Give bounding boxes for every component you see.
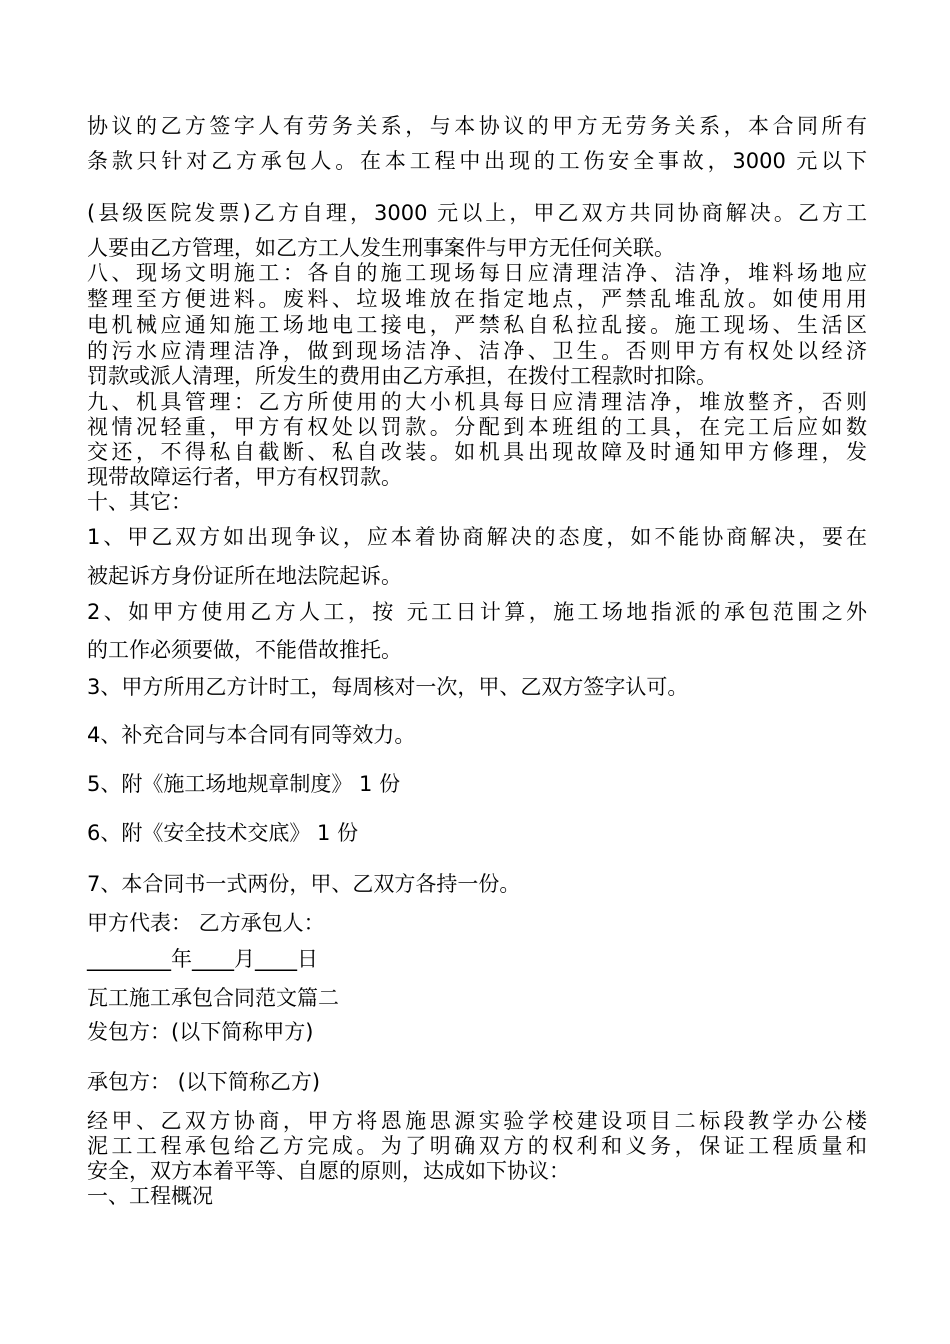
list-item: 7、本合同书一式两份，甲、乙双方各持一份。 [87, 872, 521, 896]
paragraph-line: 九、机具管理：乙方所使用的大小机具每日应清理洁净，堆放整齐，否则 [87, 390, 867, 414]
paragraph-line: 交还，不得私自截断、私自改装。如机具出现故障及时通知甲方修理，发 [87, 440, 867, 464]
paragraph-line: 经甲、乙双方协商，甲方将恩施思源实验学校建设项目二标段教学办公楼 [87, 1109, 867, 1133]
list-item: 3、甲方所用乙方计时工，每周核对一次，甲、乙双方签字认可。 [87, 675, 689, 699]
paragraph-line: 的污水应清理洁净，做到现场洁净、洁净、卫生。否则甲方有权处以经济 [87, 339, 867, 363]
paragraph-line: 八、现场文明施工：各自的施工现场每日应清理洁净、洁净，堆料场地应 [87, 261, 867, 285]
paragraph-line: 电机械应通知施工场地电工接电，严禁私自私拉乱接。施工现场、生活区 [87, 313, 867, 337]
party-line: 承包方： (以下简称乙方) [87, 1070, 321, 1094]
date-line: ________年____月____日 [87, 947, 318, 971]
paragraph-line: 罚款或派人清理，所发生的费用由乙方承担，在拨付工程款时扣除。 [87, 364, 717, 388]
party-line: 发包方：(以下简称甲方) [87, 1020, 314, 1044]
paragraph-line: 人要由乙方管理，如乙方工人发生刑事案件与甲方无任何关联。 [87, 236, 675, 260]
list-item: 1、甲乙双方如出现争议，应本着协商解决的态度，如不能协商解决，要在 [87, 525, 867, 549]
section-heading: 一、工程概况 [87, 1184, 213, 1208]
list-item: 4、补充合同与本合同有同等效力。 [87, 723, 416, 747]
list-item: 5、附《施工场地规章制度》 1 份 [87, 772, 401, 796]
list-item: 2、如甲方使用乙方人工，按 元工日计算，施工场地指派的承包范围之外 [87, 600, 867, 624]
paragraph-line: 视情况轻重，甲方有权处以罚款。分配到本班组的工具，在完工后应如数 [87, 415, 867, 439]
paragraph-line: 泥工工程承包给乙方完成。为了明确双方的权利和义务，保证工程质量和 [87, 1134, 867, 1158]
paragraph-line: 协议的乙方签字人有劳务关系，与本协议的甲方无劳务关系，本合同所有 [87, 114, 867, 138]
paragraph-line: 现带故障运行者，甲方有权罚款。 [87, 465, 402, 489]
section-heading: 十、其它： [87, 490, 192, 514]
paragraph-line: 安全，双方本着平等、自愿的原则，达成如下协议： [87, 1159, 570, 1183]
paragraph-line: (县级医院发票)乙方自理，3000 元以上，甲乙双方共同协商解决。乙方工 [87, 201, 867, 225]
signature-line: 甲方代表： 乙方承包人： [87, 911, 325, 935]
list-item-continuation: 被起诉方身份证所在地法院起诉。 [87, 564, 402, 588]
paragraph-line: 整理至方便进料。废料、垃圾堆放在指定地点，严禁乱堆乱放。如使用用 [87, 287, 867, 311]
list-item-continuation: 的工作必须要做，不能借故推托。 [87, 638, 402, 662]
list-item: 6、附《安全技术交底》 1 份 [87, 821, 359, 845]
paragraph-line: 条款只针对乙方承包人。在本工程中出现的工伤安全事故，3000 元以下 [87, 149, 867, 173]
document-title: 瓦工施工承包合同范文篇二 [87, 986, 339, 1010]
